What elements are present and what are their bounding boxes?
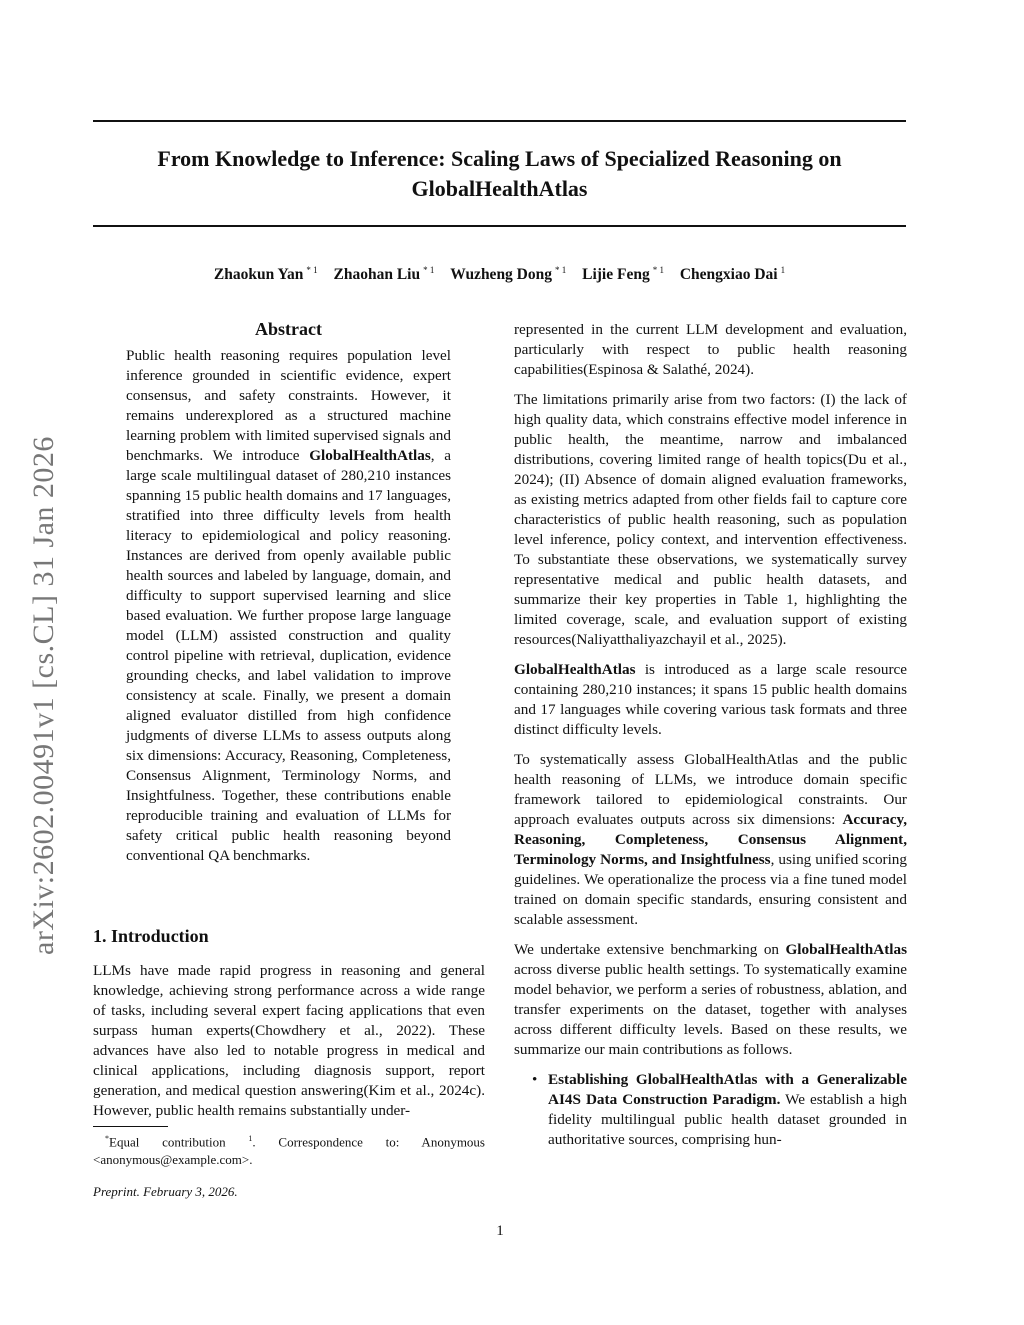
footnote: *Equal contribution $^1$. Correspondence to: Anonymous <anonymous@example.com>. [93, 1134, 485, 1168]
paragraph: We undertake extensive benchmarking on GlobalHealthAtlas across diverse public health settings. To systematically examine model behavior, we perform a series of robustness, ablation, and transfer experiments on the dataset, together with analyses across different difficulty levels. Based on these results, we summarize our main contributions as follows. [514, 941, 907, 1058]
author-affiliation-mark: * 1 [306, 265, 318, 275]
abstract-section [126, 318, 451, 876]
author: Chengxiao Dai $^1$ [679, 265, 786, 284]
author: Lijie Feng $^{* 1}$ [582, 265, 664, 284]
introduction-section [93, 925, 485, 1131]
dataset-name: GlobalHealthAtlas [514, 661, 636, 678]
author: Wuzheng Dong $^{* 1}$ [450, 265, 567, 284]
page-number: 1 [496, 1223, 504, 1239]
author-affiliation-mark: * 1 [652, 265, 664, 275]
dataset-name: GlobalHealthAtlas [309, 447, 431, 464]
author-list [93, 260, 906, 285]
contribution-list [514, 1070, 907, 1150]
preprint-notice: Preprint. February 3, 2026. [93, 1184, 238, 1199]
author-affiliation-mark: 1 [780, 265, 786, 275]
section-heading: 1. Introduction [93, 926, 209, 946]
evaluation-dimensions: Accuracy, Reasoning, Completeness, Consensus Alignment, Terminology Norms, and Insightfulness [514, 811, 907, 868]
right-column [514, 320, 907, 1150]
paper-title [93, 144, 906, 204]
paragraph: LLMs have made rapid progress in reasoning and general knowledge, achieving strong performance across a wide range of tasks, including several expert facing applications that even surpass human experts(Chowdhery et al., 2022). These advances have also led to notable progress in medical and clinical applications, including diagnosis support, report generation, and medical question answering(Kim et al., 2024c). However, public health remains substantially under- [93, 962, 485, 1119]
title-line-2: GlobalHealthAtlas [411, 176, 588, 201]
author-affiliation-mark: * 1 [423, 265, 435, 275]
title-line-1: From Knowledge to Inference: Scaling Laws of Specialized Reasoning on [157, 146, 842, 171]
title-rule-bottom [93, 225, 906, 227]
bullet-icon: • [532, 1071, 538, 1088]
paragraph: GlobalHealthAtlas is introduced as a large scale resource containing 280,210 instances; it spans 15 public health domains and 17 languages while covering various task formats and three distinct difficulty levels. [514, 661, 907, 738]
abstract-heading: Abstract [255, 319, 322, 339]
list-item: • Establishing GlobalHealthAtlas with a Generalizable AI4S Data Construction Paradigm. We establish a high fidelity multilingual public health dataset grounded in authoritative sources, comprising hun- [532, 1071, 907, 1148]
author: Zhaokun Yan $^{* 1}$ [213, 265, 318, 284]
paragraph: The limitations primarily arise from two factors: (I) the lack of high quality data, which constrains effective model inference in public health, the meantime, narrow and imbalanced distributions, covering limited range of health topics(Du et al., 2024); (II) Absence of domain aligned evaluation frameworks, as existing metrics adapted from other fields fail to capture core characteristics of public health reasoning, such as population level inference, policy context, and intervention effectiveness. To substantiate these observations, we systematically survey representative medical and public health datasets, and summarize their key properties in Table 1, highlighting the limited coverage, scale, and evaluation support of existing resources(Naliyatthaliyazchayil et al., 2025). [514, 391, 907, 648]
paragraph: To systematically assess GlobalHealthAtlas and the public health reasoning of LLMs, we introduce domain specific framework tailored to epidemiological constraints. Our approach evaluates outputs across six dimensions: Accuracy, Reasoning, Completeness, Consensus Alignment, Terminology Norms, and Insightfulness, using unified scoring guidelines. We operationalize the process via a fine tuned model trained on domain specific standards, ensuring consistent and scalable assessment. [514, 751, 907, 928]
paragraph: represented in the current LLM development and evaluation, particularly with respect to public health reasoning capabilities(Espinosa & Salathé, 2024). [514, 321, 907, 378]
author-affiliation-mark: * 1 [555, 265, 567, 275]
author: Zhaohan Liu $^{* 1}$ [333, 265, 435, 284]
arxiv-identifier: arXiv:2602.00491v1 [cs.CL] 31 Jan 2026 [27, 436, 60, 955]
footnote-rule [93, 1126, 168, 1127]
title-rule-top [93, 120, 906, 122]
dataset-name: GlobalHealthAtlas [785, 941, 907, 958]
abstract-text: Public health reasoning requires population level inference grounded in scientific evidence, expert consensus, and safety constraints. However, it remains underexplored as a structured machine learning problem with limited supervised signals and benchmarks. We introduce GlobalHealthAtlas, a large scale multilingual dataset of 280,210 instances spanning 15 public health domains and 17 languages, stratified into three difficulty levels from health literacy to epidemiological and policy reasoning. Instances are derived from openly available public health sources and labeled by language, domain, and difficulty to support supervised learning and slice based evaluation. We further propose large language model (LLM) assisted construction and quality control pipeline with retrieval, duplication, evidence grounding checks, and label validation to improve consistency at scale. Finally, we present a domain aligned evaluator distilled from high confidence judgments of diverse LLMs to assess outputs along six dimensions: Accuracy, Reasoning, Completeness, Consensus Alignment, Terminology Norms, and Insightfulness. Together, these contributions enable reproducible training and evaluation of LLMs for safety critical public health reasoning beyond conventional QA benchmarks. [126, 347, 451, 864]
